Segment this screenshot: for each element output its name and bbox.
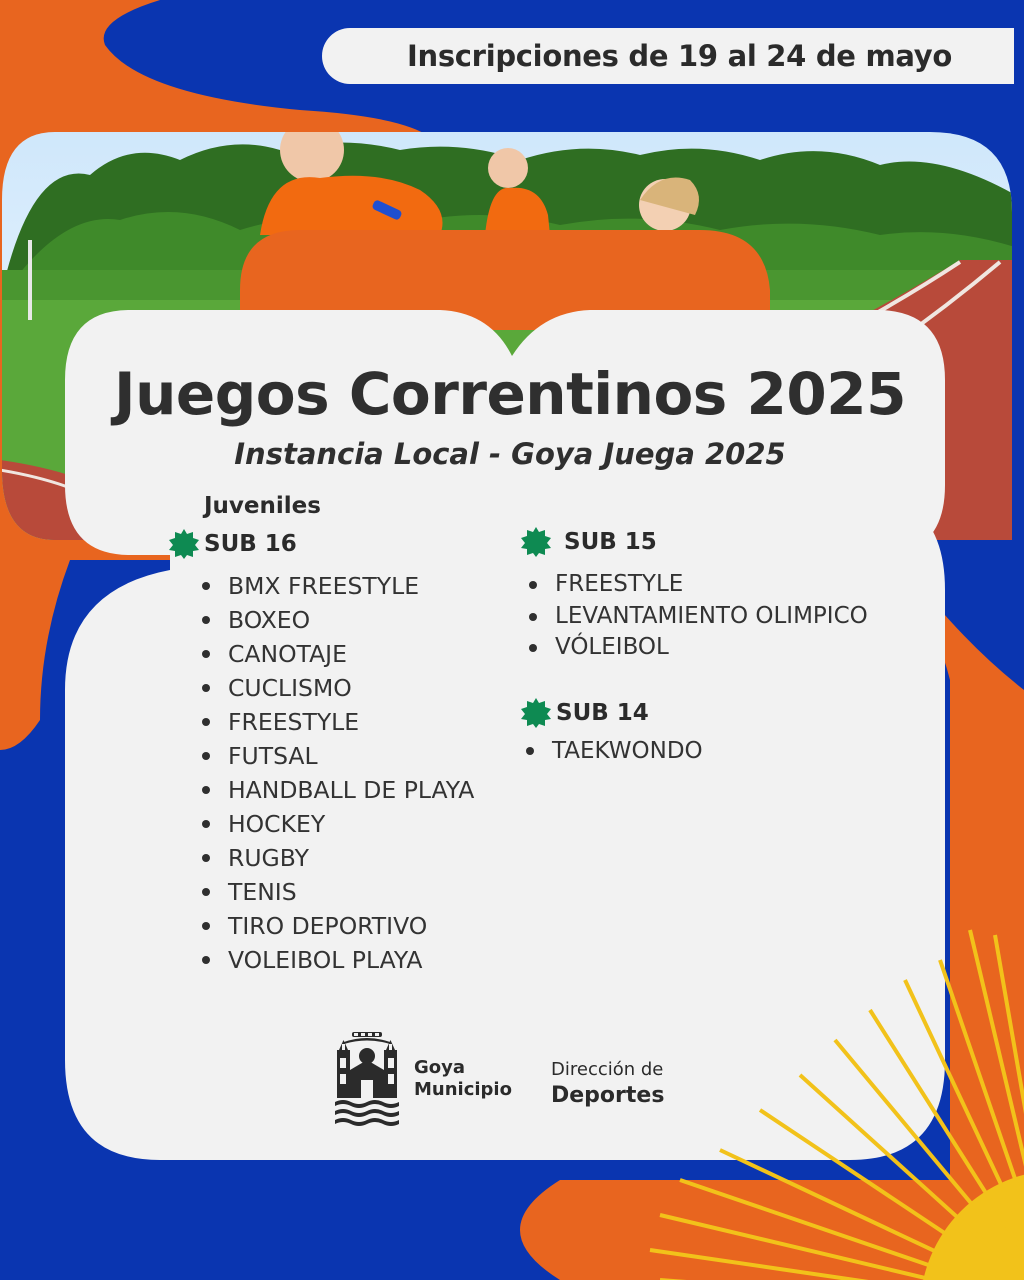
registration-dates-banner [322,28,1014,84]
group-name: SUB 14 [556,700,649,726]
dir-line-2: Deportes [551,1083,665,1108]
goya-municipio-logo [334,1030,512,1128]
group-heading-sub14 [520,697,649,729]
badge-icon [520,526,552,558]
page-subtitle: Instancia Local - Goya Juega 2025 [234,437,786,471]
sport-list-sub15 [527,569,868,664]
list-item: FREESTYLE [527,569,868,601]
dir-line-1: Dirección de [551,1059,664,1080]
sport-list-sub14 [524,735,703,767]
badge-icon [520,697,552,729]
page-title: Juegos Correntinos 2025 [114,360,906,428]
list-item: FUTSAL [200,739,474,773]
list-item: HOCKEY [200,807,474,841]
direccion-deportes [551,1058,664,1110]
list-item: VÓLEIBOL [527,632,868,664]
logo-line-1: Goya [414,1057,466,1078]
group-heading-sub15 [520,526,657,558]
group-name: SUB 15 [564,529,657,555]
sport-list-sub16 [200,569,474,977]
list-item: LEVANTAMIENTO OLIMPICO [527,601,868,633]
group-name: SUB 16 [204,531,297,557]
group-heading-sub16 [168,528,297,560]
list-item: BOXEO [200,603,474,637]
list-item: BMX FREESTYLE [200,569,474,603]
list-item: CANOTAJE [200,637,474,671]
list-item: FREESTYLE [200,705,474,739]
category-label: Juveniles [204,493,321,519]
list-item: CUCLISMO [200,671,474,705]
municipal-building-icon [334,1030,400,1128]
logo-text [414,1057,512,1101]
list-item: HANDBALL DE PLAYA [200,773,474,807]
list-item: TAEKWONDO [524,735,703,767]
list-item: RUGBY [200,841,474,875]
logo-line-2: Municipio [414,1079,512,1100]
badge-icon [168,528,200,560]
list-item: VOLEIBOL PLAYA [200,943,474,977]
registration-dates-text: Inscripciones de 19 al 24 de mayo [407,39,952,73]
list-item: TIRO DEPORTIVO [200,909,474,943]
list-item: TENIS [200,875,474,909]
